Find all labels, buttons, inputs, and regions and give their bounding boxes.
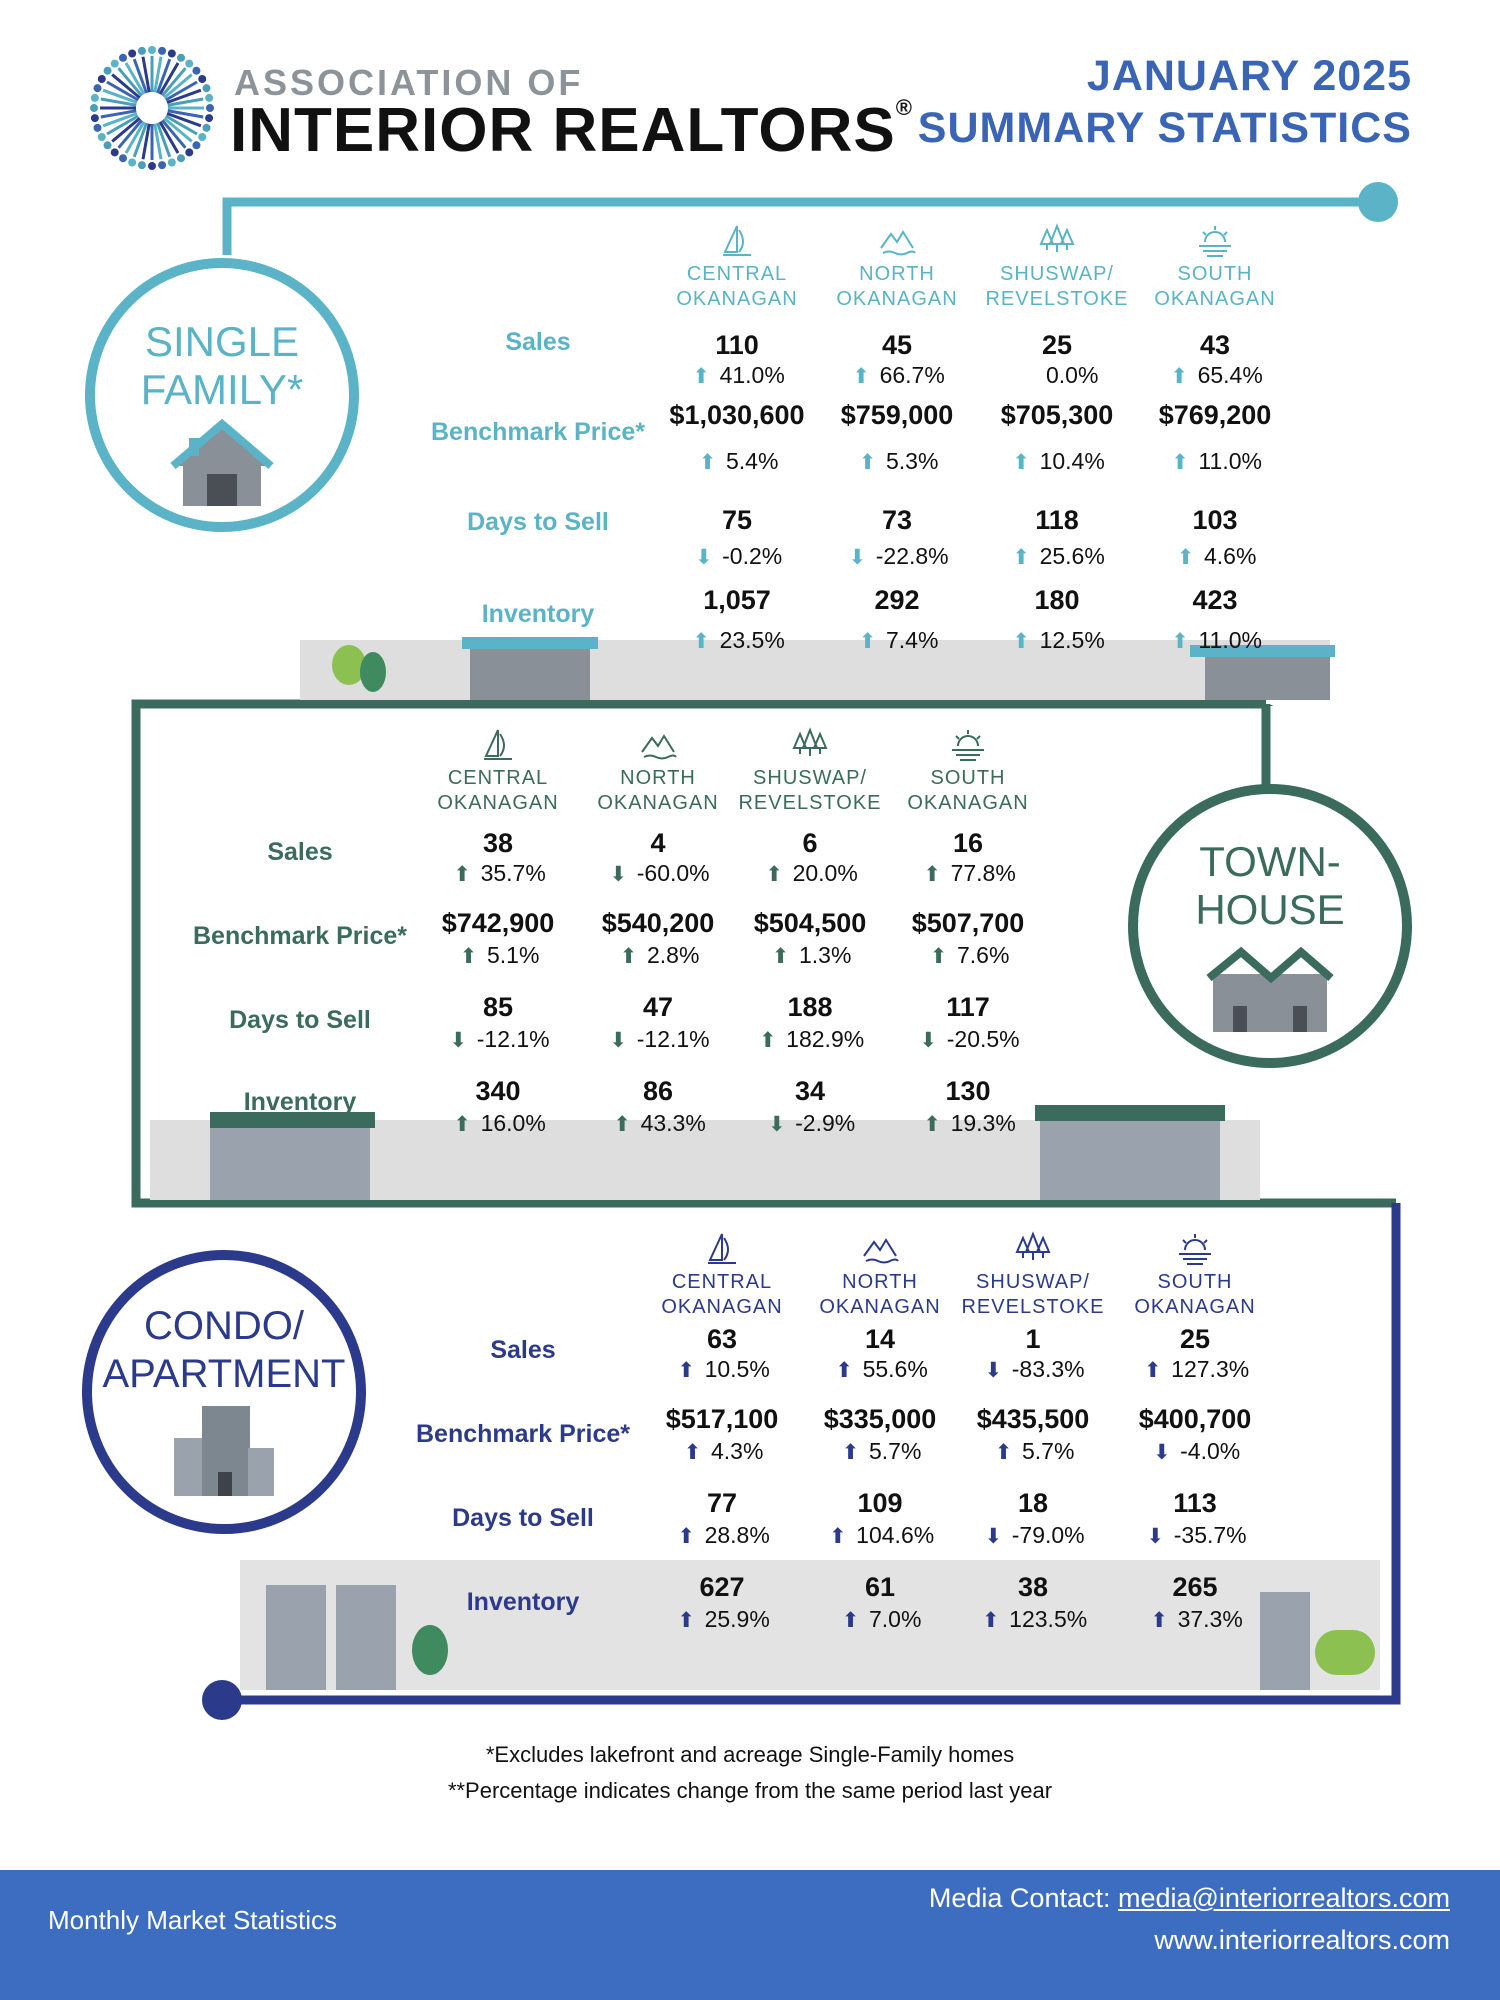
stat-change-text: -79.0% (1005, 1522, 1085, 1548)
region-header-2 (583, 726, 733, 816)
arrow-up-icon: ⬆ (1170, 365, 1188, 388)
stat-change-text: 5.1% (480, 942, 540, 968)
arrow-up-icon: ⬆ (619, 945, 638, 968)
stat-value: $335,000 (823, 1404, 937, 1434)
stat-change-text: 104.6% (849, 1522, 935, 1548)
arrow-up-icon: ⬆ (923, 863, 941, 886)
row-label-sales: Sales (505, 328, 571, 356)
registered-mark: ® (895, 95, 913, 120)
stat-value: 103 (1192, 505, 1238, 535)
stat-change (423, 1026, 573, 1053)
region-line-1: CENTRAL (671, 1271, 773, 1293)
stat-value: 14 (864, 1324, 896, 1354)
stat-change-text: -4.0% (1173, 1438, 1241, 1464)
row-label-sales: Sales (267, 838, 333, 866)
stat-change (1140, 362, 1290, 389)
stat-change-text: 25.6% (1033, 543, 1105, 569)
stat-change (662, 362, 812, 389)
arrow-down-icon: ⬇ (984, 1359, 1003, 1382)
stat-value: 130 (945, 1076, 991, 1106)
stat-value: 340 (475, 1076, 521, 1106)
arrow-up-icon: ⬆ (677, 1359, 695, 1382)
apartment-building (336, 1585, 396, 1690)
mountains-icon (583, 726, 733, 762)
report-title: SUMMARY STATISTICS (917, 104, 1412, 152)
region-line-2: OKANAGAN (437, 792, 559, 814)
stat-change-text: -2.9% (788, 1110, 856, 1136)
row-label-inventory: Inventory (481, 600, 595, 628)
region-line-1: SOUTH (1177, 263, 1253, 285)
region-line-1: SOUTH (1157, 1271, 1233, 1293)
stat-change-text: 10.5% (698, 1356, 770, 1382)
region-line-1: SOUTH (930, 767, 1006, 789)
stat-value: 63 (706, 1324, 738, 1354)
stat-value: 110 (715, 330, 759, 360)
stat-value: 43 (1199, 330, 1231, 360)
stat-change-text: 11.0% (1192, 627, 1262, 653)
stat-change (822, 543, 972, 570)
arrow-down-icon: ⬇ (919, 1029, 938, 1052)
stat-change-text: -0.2% (715, 543, 783, 569)
stat-value: 25 (1041, 330, 1073, 360)
stat-change (958, 1606, 1108, 1633)
arrow-up-icon: ⬆ (1012, 451, 1030, 474)
stat-change-text: 41.0% (713, 362, 785, 388)
house-roof (462, 637, 598, 649)
arrow-up-icon: ⬆ (1150, 1609, 1168, 1632)
stat-change (893, 1110, 1043, 1137)
sailboat-icon (662, 222, 812, 258)
stat-change-text: -83.3% (1005, 1356, 1085, 1382)
sunset-icon (1120, 1230, 1270, 1266)
arrow-up-icon: ⬆ (459, 945, 478, 968)
region-line-2: REVELSTOKE (985, 288, 1129, 310)
stat-change (1120, 1438, 1270, 1465)
stat-change (1140, 627, 1290, 654)
stat-value: 45 (881, 330, 913, 360)
arrow-down-icon: ⬇ (449, 1029, 468, 1052)
stat-change-text: 12.5% (1033, 627, 1105, 653)
stat-change-text: 5.3% (879, 448, 939, 474)
stat-change-text: 55.6% (856, 1356, 928, 1382)
mountains-icon (822, 222, 972, 258)
region-header-1 (662, 222, 812, 312)
stat-value: $1,030,600 (669, 400, 805, 430)
stat-change (982, 627, 1132, 654)
arrow-up-icon: ⬆ (692, 630, 710, 653)
stat-value: $507,700 (911, 908, 1025, 938)
tree-icon (360, 652, 386, 692)
condo-label-2: APARTMENT (102, 1352, 346, 1396)
stat-change (958, 1522, 1108, 1549)
row-label-days: Days to Sell (467, 508, 609, 536)
stat-change (423, 1110, 573, 1137)
arrow-up-icon: ⬆ (453, 863, 471, 886)
region-line-1: NORTH (842, 1271, 918, 1293)
stat-change (647, 1356, 797, 1383)
stat-change-text: 35.7% (474, 860, 546, 886)
region-header-1 (423, 726, 573, 816)
stat-change-text: 77.8% (944, 860, 1016, 886)
stat-change-text: 65.4% (1191, 362, 1263, 388)
stat-change (1120, 1356, 1270, 1383)
stat-value: 265 (1172, 1572, 1218, 1602)
stat-value: 4 (650, 828, 666, 858)
stat-change (893, 860, 1043, 887)
stat-change-text: 20.0% (786, 860, 858, 886)
arrow-up-icon: ⬆ (841, 1609, 860, 1632)
row-label-benchmark: Benchmark Price* (192, 922, 407, 950)
stat-change-text: 2.8% (640, 942, 700, 968)
stat-value: 38 (482, 828, 514, 858)
stat-change-text: 11.0% (1192, 448, 1262, 474)
stat-change-text: 43.3% (634, 1110, 706, 1136)
stat-change (423, 942, 573, 969)
stat-change-text: 10.4% (1033, 448, 1105, 474)
stat-value: $769,200 (1158, 400, 1272, 430)
arrow-down-icon: ⬇ (1152, 1441, 1171, 1464)
stat-change (1140, 543, 1290, 570)
stat-change (822, 448, 972, 475)
region-header-1 (647, 1230, 797, 1320)
stat-change-text: 7.4% (879, 627, 939, 653)
stat-change (958, 1438, 1108, 1465)
stat-change (735, 942, 885, 969)
townhouse-block (1040, 1118, 1220, 1200)
arrow-up-icon: ⬆ (828, 1525, 847, 1548)
stat-value: 61 (864, 1572, 896, 1602)
arrow-down-icon: ⬇ (848, 546, 867, 569)
trees-icon (958, 1230, 1108, 1266)
arrow-up-icon: ⬆ (677, 1525, 695, 1548)
region-line-2: REVELSTOKE (738, 792, 882, 814)
stat-change-text: 23.5% (713, 627, 785, 653)
stat-change-text: 5.4% (719, 448, 779, 474)
apartment-icon (164, 1402, 284, 1498)
stat-change (893, 1026, 1043, 1053)
region-line-2: OKANAGAN (1154, 288, 1276, 310)
mountains-icon (805, 1230, 955, 1266)
stat-value: 18 (1017, 1488, 1049, 1518)
arrow-up-icon: ⬆ (1176, 546, 1195, 569)
stat-change (583, 1026, 733, 1053)
footer-label: Monthly Market Statistics (48, 1905, 337, 1935)
stat-change (822, 627, 972, 654)
arrow-down-icon: ⬇ (984, 1525, 1003, 1548)
region-header-4 (1140, 222, 1290, 312)
stat-value: $540,200 (601, 908, 715, 938)
arrow-down-icon: ⬇ (609, 863, 628, 886)
stat-change (1120, 1606, 1270, 1633)
single-family-label-1: SINGLE (144, 318, 300, 365)
stat-value: $435,500 (976, 1404, 1090, 1434)
stat-value: 16 (952, 828, 984, 858)
stat-change (982, 448, 1132, 475)
stat-value: 109 (857, 1488, 903, 1518)
media-contact (929, 1883, 1450, 1914)
arrow-up-icon: ⬆ (453, 1113, 471, 1136)
region-header-4 (1120, 1230, 1270, 1320)
arrow-up-icon: ⬆ (1171, 630, 1189, 653)
tree-icon (1315, 1630, 1375, 1675)
stat-change (958, 1356, 1108, 1383)
stat-change (583, 1110, 733, 1137)
stat-change (805, 1606, 955, 1633)
row-label-benchmark: Benchmark Price* (430, 418, 645, 446)
stat-change-text: 5.7% (1015, 1438, 1075, 1464)
stat-change (647, 1438, 797, 1465)
region-line-2: OKANAGAN (836, 288, 958, 310)
townhouse-block (210, 1125, 370, 1200)
stat-change-text: 16.0% (474, 1110, 546, 1136)
arrow-up-icon: ⬆ (1143, 1359, 1162, 1382)
stat-change (583, 942, 733, 969)
stat-value: $742,900 (441, 908, 555, 938)
stat-change-text: -22.8% (869, 543, 949, 569)
stat-change-text: 4.3% (704, 1438, 764, 1464)
stat-change-text: 25.9% (698, 1606, 770, 1632)
townhouse-label-1: TOWN- (1199, 838, 1341, 885)
region-line-1: SHUSWAP/ (976, 1271, 1090, 1293)
stat-value: 627 (699, 1572, 745, 1602)
stat-value: 1,057 (703, 585, 771, 615)
logo-subtitle: ASSOCIATION OF (234, 62, 584, 103)
stat-change (662, 448, 812, 475)
stat-change-text: 5.7% (862, 1438, 922, 1464)
report-month: JANUARY 2025 (1086, 52, 1412, 100)
row-label-sales: Sales (490, 1336, 556, 1364)
arrow-up-icon: ⬆ (771, 945, 790, 968)
region-line-2: OKANAGAN (597, 792, 719, 814)
row-label-days: Days to Sell (452, 1504, 594, 1532)
stat-value: 292 (874, 585, 920, 615)
stat-change (647, 1522, 797, 1549)
stat-value: $400,700 (1138, 1404, 1252, 1434)
townhouse-label-2: HOUSE (1195, 886, 1345, 933)
stat-value: $705,300 (1000, 400, 1114, 430)
stat-value: 85 (482, 992, 514, 1022)
sailboat-icon (647, 1230, 797, 1266)
footnote-1: *Excludes lakefront and acreage Single-Family homes (485, 1742, 1015, 1767)
stat-value: 77 (706, 1488, 738, 1518)
arrow-up-icon: ⬆ (613, 1113, 631, 1136)
stat-value: 73 (881, 505, 913, 535)
arrow-up-icon: ⬆ (1171, 451, 1189, 474)
trees-icon (982, 222, 1132, 258)
region-line-1: SHUSWAP/ (1000, 263, 1114, 285)
arrow-up-icon: ⬆ (923, 1113, 941, 1136)
stat-change-text: 37.3% (1171, 1606, 1243, 1632)
stat-change-text: 19.3% (944, 1110, 1016, 1136)
arrow-up-icon: ⬆ (858, 630, 877, 653)
arrow-up-icon: ⬆ (981, 1609, 1000, 1632)
stat-value: $517,100 (665, 1404, 779, 1434)
stat-change-text: -12.1% (470, 1026, 550, 1052)
stat-value: 117 (946, 992, 990, 1022)
arrow-up-icon: ⬆ (994, 1441, 1013, 1464)
tree-icon (412, 1625, 448, 1675)
arrow-down-icon: ⬇ (767, 1113, 786, 1136)
stat-change (735, 1110, 885, 1137)
media-contact-label: Media Contact: (928, 1883, 1118, 1913)
arrow-up-icon: ⬆ (1012, 630, 1030, 653)
condo-label-1: CONDO/ (144, 1304, 304, 1348)
stat-value: 47 (642, 992, 674, 1022)
arrow-up-icon: ⬆ (858, 451, 877, 474)
stat-change (423, 860, 573, 887)
region-header-2 (805, 1230, 955, 1320)
stat-change (735, 860, 885, 887)
region-line-2: REVELSTOKE (961, 1296, 1105, 1318)
house-shape (1205, 655, 1330, 700)
stat-change (982, 543, 1132, 570)
arrow-up-icon: ⬆ (1012, 546, 1030, 569)
media-contact-email-link[interactable]: media@interiorrealtors.com (1117, 1883, 1450, 1913)
stat-value: 25 (1179, 1324, 1211, 1354)
stat-change (1140, 448, 1290, 475)
row-label-benchmark: Benchmark Price* (415, 1420, 630, 1448)
stat-value: $759,000 (840, 400, 954, 430)
single-family-label-2: FAMILY* (140, 366, 304, 413)
stat-change-text: 7.0% (862, 1606, 922, 1632)
stat-value: 38 (1017, 1572, 1049, 1602)
stat-value: 1 (1025, 1324, 1041, 1354)
trees-icon (735, 726, 885, 762)
arrow-up-icon: ⬆ (683, 1441, 702, 1464)
stat-value: 34 (794, 1076, 826, 1106)
row-label-days: Days to Sell (229, 1006, 371, 1034)
stat-change-text: 0.0% (1039, 362, 1099, 388)
townhouse-icon (1205, 944, 1335, 1034)
arrow-up-icon: ⬆ (677, 1609, 695, 1632)
stat-change-text: 1.3% (792, 942, 852, 968)
stat-change (982, 362, 1132, 389)
row-label-inventory: Inventory (466, 1588, 580, 1616)
stat-change-text: 7.6% (950, 942, 1010, 968)
row-label-inventory: Inventory (243, 1088, 357, 1116)
region-line-1: CENTRAL (686, 263, 788, 285)
region-line-1: CENTRAL (447, 767, 549, 789)
arrow-up-icon: ⬆ (841, 1441, 860, 1464)
stat-change-text: -60.0% (630, 860, 710, 886)
stat-value: 118 (1035, 505, 1079, 535)
stat-value: 75 (721, 505, 753, 535)
single-family-badge (85, 258, 359, 532)
stat-change (805, 1522, 955, 1549)
arrow-up-icon: ⬆ (835, 1359, 853, 1382)
stat-change (1120, 1522, 1270, 1549)
region-header-2 (822, 222, 972, 312)
stat-value: 113 (1173, 1488, 1217, 1518)
stat-change (805, 1356, 955, 1383)
stat-change-text: 182.9% (779, 1026, 865, 1052)
arrow-up-icon: ⬆ (765, 863, 783, 886)
region-line-2: OKANAGAN (907, 792, 1029, 814)
region-line-2: OKANAGAN (819, 1296, 941, 1318)
condo-badge (82, 1250, 366, 1534)
region-header-3 (958, 1230, 1108, 1320)
stat-change (662, 627, 812, 654)
arrow-up-icon: ⬆ (758, 1029, 777, 1052)
arrow-down-icon: ⬇ (694, 546, 713, 569)
stat-change (662, 543, 812, 570)
region-line-2: OKANAGAN (676, 288, 798, 310)
logo-title-text: INTERIOR REALTORS (230, 96, 896, 165)
townhouse-badge (1128, 784, 1412, 1068)
stat-value: 188 (787, 992, 833, 1022)
arrow-up-icon: ⬆ (929, 945, 948, 968)
sunset-icon (893, 726, 1043, 762)
arrow-up-icon: ⬆ (852, 365, 870, 388)
region-header-4 (893, 726, 1043, 816)
stat-change-text: -35.7% (1167, 1522, 1247, 1548)
stat-change-text: 66.7% (873, 362, 945, 388)
house-shape (470, 645, 590, 700)
region-line-1: NORTH (859, 263, 935, 285)
sunset-icon (1140, 222, 1290, 258)
stat-change-text: 127.3% (1164, 1356, 1250, 1382)
stat-change (805, 1438, 955, 1465)
stat-value: 6 (802, 828, 818, 858)
region-header-3 (735, 726, 885, 816)
arrow-up-icon: ⬆ (692, 365, 710, 388)
stat-value: 423 (1192, 585, 1238, 615)
stat-change-text: 28.8% (698, 1522, 770, 1548)
townhouse-roof (1035, 1105, 1225, 1121)
website-link[interactable]: www.interiorrealtors.com (1154, 1925, 1450, 1955)
stat-change-text: 123.5% (1002, 1606, 1088, 1632)
arrow-down-icon: ⬇ (609, 1029, 628, 1052)
region-line-1: SHUSWAP/ (753, 767, 867, 789)
stat-value: $504,500 (753, 908, 867, 938)
region-line-2: OKANAGAN (1134, 1296, 1256, 1318)
stat-change (822, 362, 972, 389)
sailboat-icon (423, 726, 573, 762)
stat-change (583, 860, 733, 887)
arrow-down-icon: ⬇ (1146, 1525, 1165, 1548)
stat-change-text: 4.6% (1197, 543, 1257, 569)
house-icon (167, 418, 277, 508)
apartment-building (266, 1585, 326, 1690)
stat-value: 180 (1034, 585, 1080, 615)
region-line-2: OKANAGAN (661, 1296, 783, 1318)
stat-value: 86 (642, 1076, 674, 1106)
stat-change (893, 942, 1043, 969)
stat-change (647, 1606, 797, 1633)
footnote-2: **Percentage indicates change from the same period last year (447, 1778, 1053, 1803)
region-header-3 (982, 222, 1132, 312)
stat-change-text: -20.5% (940, 1026, 1020, 1052)
stat-change-text: -12.1% (630, 1026, 710, 1052)
region-line-1: NORTH (620, 767, 696, 789)
arrow-up-icon: ⬆ (698, 451, 717, 474)
stat-change (735, 1026, 885, 1053)
